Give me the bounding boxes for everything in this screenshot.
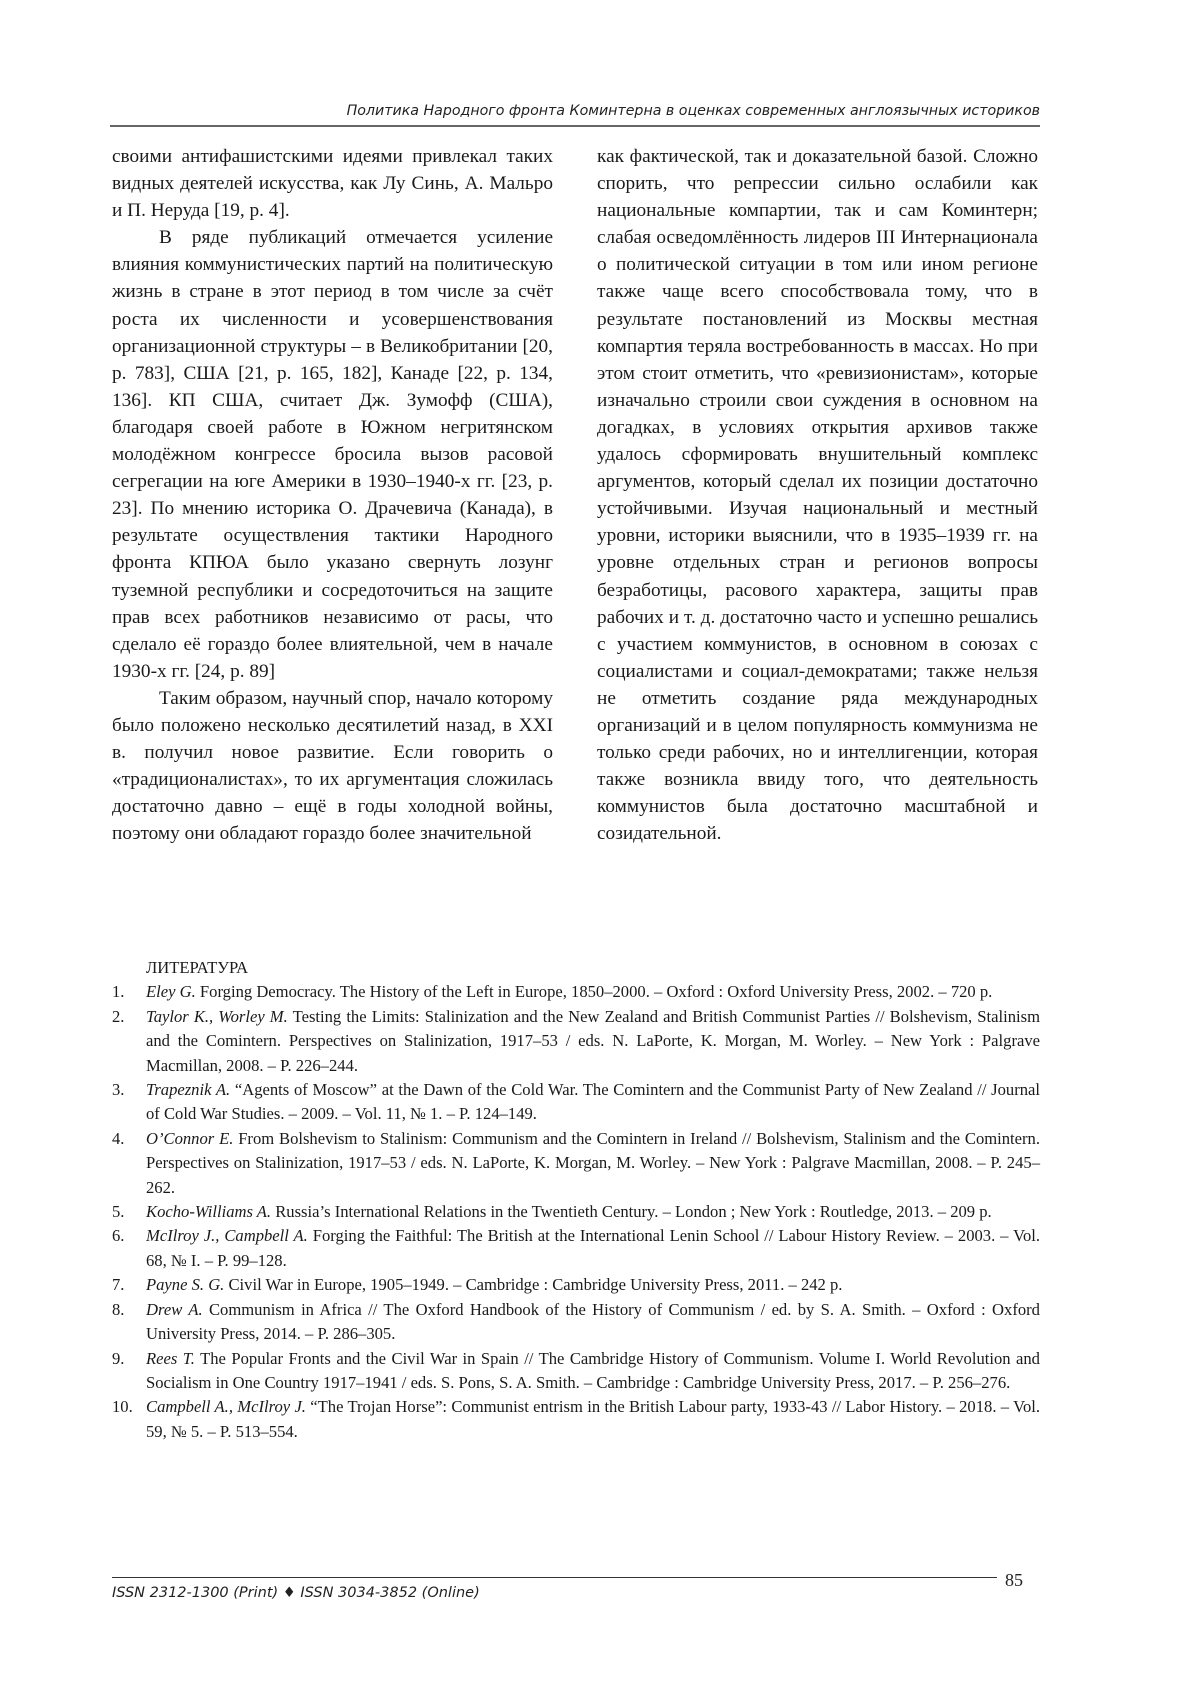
reference-body — [146, 1298, 1040, 1347]
body-paragraph: как фактической, так и доказательной базой. Сложно спорить, что репрессии сильно ослабили как национальные компартии, так и сам Коминтерн; слабая осведомлённость лидеров III Интернационала о политической ситуации в том или ином регионе также чаще всего способствовала тому, что в результате постановлений из Москвы местная компартия теряла востребованность в массах. Но при этом стоит отметить, что «ревизионистам», которые изначально строили свои суждения в основном на догадках, в условиях открытия архивов также удалось сформировать внушительный комплекс аргументов, который сделал их позиции достаточно устойчивыми. Изучая национальный и местный уровни, историки выяснили, что в 1935–1939 гг. на уровне отдельных стран и регионов вопросы безработицы, расового характера, защиты прав рабочих и т. д. достаточно часто и успешно решались с участием коммунистов, в основном в союзах с социалистами и социал-демократами; также нельзя не отметить создание ряда международных организаций и в целом популярность коммунизма не только среди рабочих, но и интеллигенции, которая также возникла ввиду того, что деятельность коммунистов была достаточно масштабной и созидательной. — [597, 146, 1038, 845]
reference-text: “Agents of Moscow” at the Dawn of the Cold War. The Comintern and the Communist Party of New Zealand // Journal of Cold War Studies. – 2009. – Vol. 11, № 1. – P. 124–149. — [146, 1080, 1040, 1124]
reference-number: 1. — [112, 982, 125, 1002]
running-header: Политика Народного фронта Коминтерна в оценках современных англоязычных историков — [346, 103, 1040, 119]
reference-authors: Eley G. — [146, 982, 196, 1002]
reference-authors: Taylor K., Worley M. — [146, 1006, 288, 1026]
reference-item — [112, 1273, 1040, 1297]
reference-item — [112, 1200, 1040, 1224]
reference-text: Russia’s International Relations in the Twentieth Century. – London ; New York : Routledge, 2013. – 209 p. — [271, 1202, 992, 1222]
reference-text: Forging the Faithful: The British at the International Lenin School // Labour History Review. – 2003. – Vol. 68, № I. – P. 99–128. — [146, 1226, 1041, 1270]
body-paragraph: своими антифашистскими идеями привлекал таких видных деятелей искусства, как Лу Синь, А. Мальро и П. Неруда [19, p. 4]. — [112, 146, 553, 222]
reference-authors: McIlroy J., Campbell A. — [146, 1226, 308, 1246]
footer-divider — [112, 1577, 997, 1578]
reference-item — [112, 1005, 1040, 1078]
reference-text: The Popular Fronts and the Civil War in Spain // The Cambridge History of Communism. Volume I. World Revolution and Socialism in One Country 1917–1941 / eds. S. Pons, S. A. Smith. – Cambridge : Cambridge University Press, 2017. – P. 256–276. — [146, 1348, 1040, 1392]
references-section — [112, 956, 1040, 1444]
body-paragraph: Таким образом, научный спор, начало которому было положено несколько десятилетий назад, в XXI в. получил новое развитие. Если говорить о «традиционалистах», то их аргументация сложилась достаточно давно – ещё в годы холодной войны, поэтому они обладают гораздо более значительной — [112, 687, 553, 845]
reference-text: Testing the Limits: Stalinization and the New Zealand and British Communist Parties // Bolshevism, Stalinism and the Comintern. Perspectives on Stalinization, 1917–53 / eds. N. LaPorte, K. Morgan, M. Worley. – New York : Palgrave Macmillan, 2008. – P. 226–244. — [146, 1006, 1040, 1075]
reference-number: 3. — [112, 1080, 125, 1100]
reference-body — [146, 1347, 1040, 1396]
page-number: 85 — [1005, 1570, 1023, 1590]
reference-authors: Kocho-Williams A. — [146, 1202, 272, 1222]
reference-body — [146, 980, 1040, 1004]
reference-number: 7. — [112, 1275, 125, 1295]
reference-text: From Bolshevism to Stalinism: Communism and the Comintern in Ireland // Bolshevism, Stalinism and the Comintern. Perspectives on Stalinization, 1917–53 / eds. N. LaPorte, K. Morgan, M. Worley. – New York : Palgrave Macmillan, 2008. – P. 245–262. — [146, 1128, 1040, 1197]
reference-authors: O’Connor E. — [146, 1128, 234, 1148]
reference-text: Forging Democracy. The History of the Left in Europe, 1850–2000. – Oxford : Oxford University Press, 2002. – 720 p. — [195, 982, 993, 1002]
reference-number: 10. — [112, 1397, 133, 1417]
reference-number: 8. — [112, 1299, 125, 1319]
reference-item — [112, 980, 1040, 1004]
reference-item — [112, 1395, 1040, 1444]
reference-number: 5. — [112, 1202, 125, 1222]
left-column — [112, 143, 553, 847]
right-column — [597, 143, 1038, 847]
reference-body — [146, 1200, 1040, 1224]
reference-number: 9. — [112, 1348, 125, 1368]
reference-body — [146, 1005, 1040, 1078]
reference-authors: Drew A. — [146, 1299, 203, 1319]
reference-text: Communism in Africa // The Oxford Handbook of the History of Communism / ed. by S. A. Smith. – Oxford : Oxford University Press, 2014. – P. 286–305. — [146, 1299, 1040, 1344]
reference-item — [112, 1127, 1040, 1200]
reference-item — [112, 1078, 1040, 1127]
reference-authors: Trapeznik A. — [146, 1080, 231, 1100]
reference-text: Civil War in Europe, 1905–1949. – Cambridge : Cambridge University Press, 2011. – 242 p. — [224, 1275, 843, 1295]
reference-text: “The Trojan Horse”: Communist entrism in the British Labour party, 1933-43 // Labor History. – 2018. – Vol. 59, № 5. – P. 513–554. — [146, 1397, 1041, 1441]
reference-item — [112, 1298, 1040, 1347]
header-divider — [110, 125, 1040, 127]
body-paragraph: В ряде публикаций отмечается усиление влияния коммунистических партий на политическую жизнь в стране в этот период в том числе за счёт роста их численности и усовершенствования организационной структуры – в Великобритании [20, p. 783], США [21, p. 165, 182], Канаде [22, p. 134, 136]. КП США, считает Дж. Зумофф (США), благодаря своей работе в Южном негритянском молодёжном конгрессе бросила вызов расовой сегрегации на юге Америки в 1930–1940-х гг. [23, p. 23]. По мнению историка О. Драчевича (Канада), в результате осуществления тактики Народного фронта КПЮА было указано свернуть лозунг туземной республики и сосредоточиться на защите прав всех работников независимо от расы, что сделало её гораздо более влиятельной, чем в начале 1930-х гг. [24, p. 89] — [112, 227, 553, 682]
reference-body — [146, 1078, 1040, 1127]
references-heading: ЛИТЕРАТУРА — [146, 958, 249, 977]
footer-issn: ISSN 2312-1300 (Print) ♦ ISSN 3034-3852 (Online) — [112, 1585, 480, 1601]
reference-body — [146, 1273, 1040, 1297]
reference-authors: Campbell A., McIlroy J. — [146, 1397, 306, 1417]
reference-body — [146, 1395, 1040, 1444]
reference-number: 2. — [112, 1006, 125, 1026]
reference-number: 6. — [112, 1226, 125, 1246]
reference-item — [112, 1347, 1040, 1396]
reference-item — [112, 1224, 1040, 1273]
reference-number: 4. — [112, 1128, 125, 1148]
reference-body — [146, 1127, 1040, 1200]
reference-authors: Rees T. — [146, 1348, 195, 1368]
reference-body — [146, 1224, 1040, 1273]
reference-authors: Payne S. G. — [146, 1275, 225, 1295]
